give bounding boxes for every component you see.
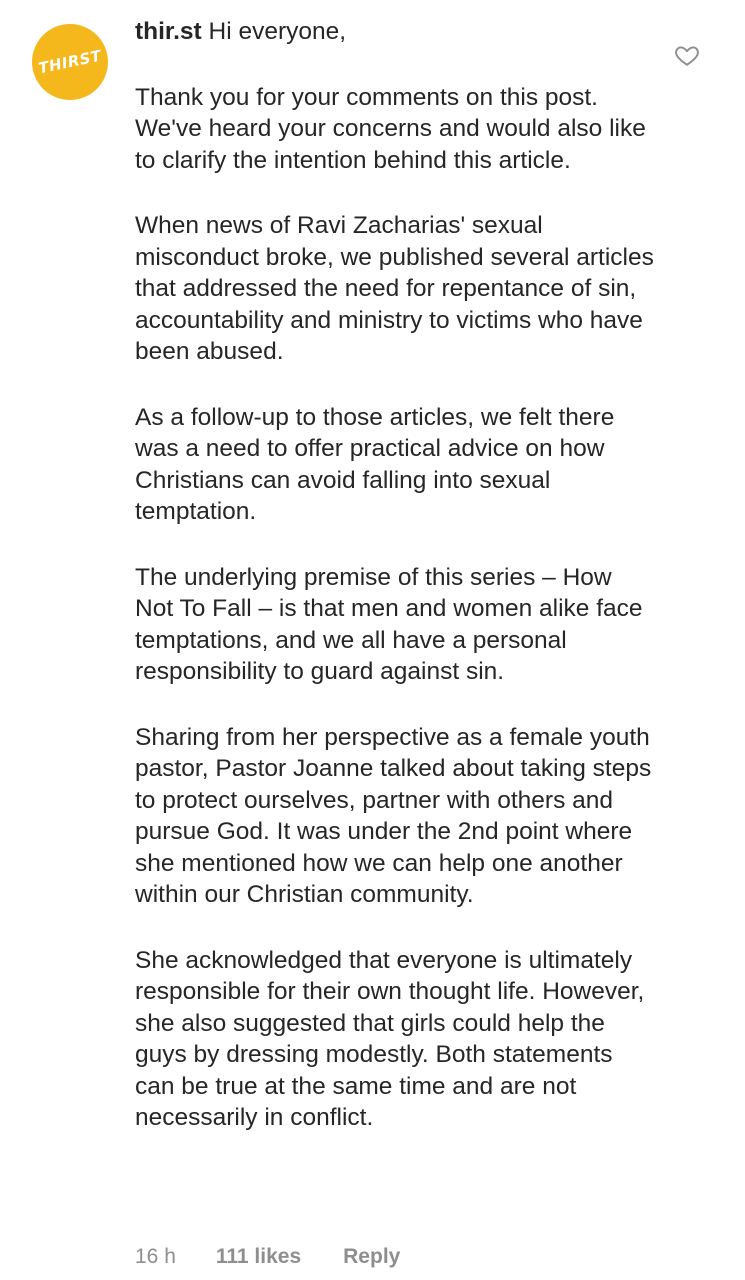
comment-paragraph: The underlying premise of this series – How Not To Fall – is that men and women alike face temptations, and we all have a personal responsibility to guard against sin.	[135, 563, 643, 685]
comment-paragraph: She acknowledged that everyone is ultimately responsible for their own thought life. However, she also suggested that girls could help the guys by dressing modestly. Both statements can be true at the same time and are not necessarily in conflict.	[135, 946, 645, 1131]
avatar-logo-text: THIRST	[36, 46, 104, 78]
reply-button[interactable]: Reply	[343, 1245, 401, 1268]
heart-icon[interactable]	[674, 42, 700, 68]
comment-paragraph: Thank you for your comments on this post. We've heard your concerns and would also like to clarify the intention behind this article.	[135, 83, 646, 174]
comment-paragraph: When news of Ravi Zacharias' sexual misconduct broke, we published several articles that addressed the need for repentance of sin, accountability and ministry to victims who have been abused.	[135, 212, 654, 365]
comment-meta	[135, 1245, 400, 1269]
comment-paragraph: Sharing from her perspective as a female youth pastor, Pastor Joanne talked about taking steps to protect ourselves, partner with others and pursue God. It was under the 2nd point where she mentioned how we can help one another within our Christian community.	[135, 723, 652, 908]
timestamp: 16 h	[135, 1245, 176, 1268]
greeting: Hi everyone,	[208, 18, 347, 45]
comment-first-line	[135, 16, 655, 48]
avatar[interactable]	[32, 24, 108, 100]
username[interactable]: thir.st	[135, 18, 202, 45]
likes-count[interactable]: 111 likes	[215, 1245, 302, 1268]
comment-paragraph: As a follow-up to those articles, we felt there was a need to offer practical advice on how Christians can avoid falling into sexual temptation.	[135, 403, 615, 525]
comment-body	[135, 16, 655, 1134]
